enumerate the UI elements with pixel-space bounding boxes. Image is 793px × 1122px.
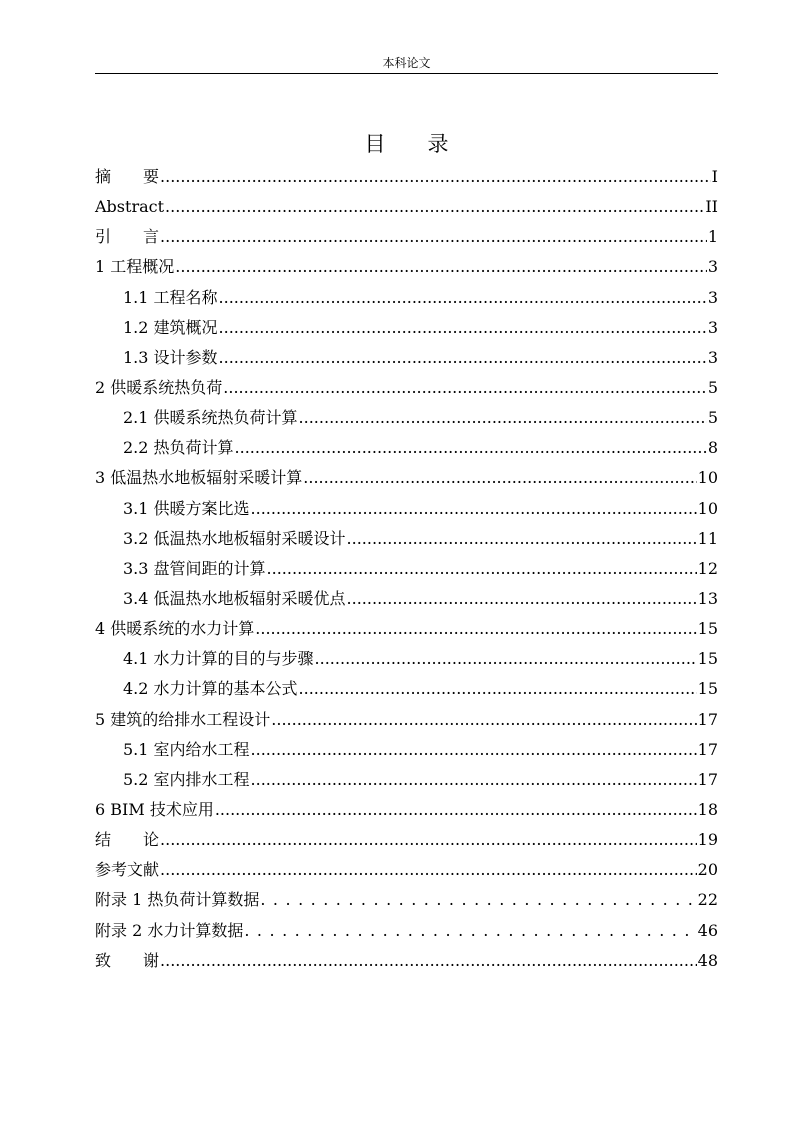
- toc-entry-page-number: 10: [697, 468, 718, 488]
- toc-dot-leader: [160, 855, 697, 885]
- toc-entry-label: 致 谢: [95, 950, 160, 970]
- toc-dot-leader: [251, 735, 697, 765]
- toc-entry-label: 摘 要: [95, 167, 160, 186]
- toc-dot-leader: [255, 614, 696, 644]
- toc-dot-leader: [260, 885, 696, 915]
- toc-dot-leader: [160, 825, 697, 855]
- toc-entry-label: 1.1 工程名称: [123, 287, 218, 307]
- toc-entry-page-number: 46: [697, 920, 718, 940]
- toc-dot-leader: [251, 494, 697, 524]
- toc-entry-page-number: 13: [697, 588, 718, 608]
- toc-entry-label: 3.4 低温热水地板辐射采暖优点: [123, 588, 346, 608]
- toc-entry-page-number: 18: [697, 799, 718, 819]
- toc-dot-leader: [219, 283, 707, 313]
- toc-entry-page-number: 5: [707, 408, 718, 428]
- toc-entry-label: 1 工程概况: [95, 257, 175, 277]
- toc-entry[interactable]: [95, 162, 718, 192]
- toc-dot-leader: [160, 162, 711, 192]
- toc-entry[interactable]: [95, 222, 718, 252]
- toc-entry-page-number: 48: [697, 950, 718, 970]
- toc-entry-label: 5.1 室内给水工程: [123, 739, 250, 759]
- table-of-contents: [95, 162, 718, 976]
- toc-entry-label: 参考文献: [95, 860, 160, 880]
- toc-dot-leader: [235, 433, 707, 463]
- toc-entry[interactable]: [95, 614, 718, 644]
- toc-entry-label: 3.1 供暖方案比选: [123, 498, 250, 518]
- toc-entry-page-number: 3: [707, 347, 718, 367]
- toc-dot-leader: [165, 192, 704, 222]
- toc-dot-leader: [299, 403, 707, 433]
- toc-entry-label: 3 低温热水地板辐射采暖计算: [95, 468, 303, 488]
- toc-entry-label: 4 供暖系统的水力计算: [95, 619, 255, 639]
- toc-entry[interactable]: [95, 313, 718, 343]
- toc-entry-page-number: 15: [697, 649, 718, 669]
- toc-entry-page-number: 15: [697, 619, 718, 639]
- toc-entry[interactable]: [95, 885, 718, 915]
- toc-dot-leader: [267, 554, 697, 584]
- toc-entry-page-number: 20: [697, 860, 718, 880]
- toc-entry-label: 附录 1 热负荷计算数据: [95, 890, 260, 910]
- toc-entry-page-number: 19: [697, 830, 718, 850]
- toc-entry-page-number: 15: [697, 679, 718, 699]
- toc-entry[interactable]: [95, 252, 718, 282]
- toc-entry-label: 4.1 水力计算的目的与步骤: [123, 649, 314, 669]
- toc-entry-page-number: 17: [697, 709, 718, 729]
- toc-entry-label: 2 供暖系统热负荷: [95, 377, 223, 397]
- toc-entry-label: 3.3 盘管间距的计算: [123, 558, 266, 578]
- toc-entry-page-number: 1: [707, 227, 718, 247]
- toc-entry-label: 引 言: [95, 227, 160, 247]
- toc-entry-page-number: 3: [707, 287, 718, 307]
- toc-entry-page-number: 3: [707, 317, 718, 337]
- toc-entry-page-number: 17: [697, 739, 718, 759]
- toc-dot-leader: [175, 252, 707, 282]
- toc-dot-leader: [219, 343, 707, 373]
- toc-entry[interactable]: [95, 524, 718, 554]
- toc-entry-page-number: 3: [707, 257, 718, 277]
- toc-entry[interactable]: [95, 494, 718, 524]
- toc-entry-label: 5.2 室内排水工程: [123, 769, 250, 789]
- toc-entry-label: 2.2 热负荷计算: [123, 438, 234, 458]
- toc-dot-leader: [160, 222, 707, 252]
- running-header: 本科论文: [382, 56, 431, 70]
- toc-entry-page-number: I: [711, 167, 718, 186]
- toc-dot-leader: [215, 795, 697, 825]
- toc-entry[interactable]: [95, 192, 718, 222]
- toc-dot-leader: [271, 705, 696, 735]
- toc-entry[interactable]: [95, 463, 718, 493]
- toc-entry[interactable]: [95, 644, 718, 674]
- toc-entry[interactable]: [95, 433, 718, 463]
- toc-entry[interactable]: [95, 584, 718, 614]
- toc-entry[interactable]: [95, 946, 718, 976]
- toc-entry-label: 附录 2 水力计算数据: [95, 920, 244, 940]
- toc-entry[interactable]: [95, 735, 718, 765]
- toc-dot-leader: [219, 313, 707, 343]
- toc-dot-leader: [160, 946, 697, 976]
- toc-entry-page-number: 11: [697, 528, 718, 548]
- toc-dot-leader: [299, 674, 697, 704]
- toc-entry-page-number: 8: [707, 438, 718, 458]
- toc-entry[interactable]: [95, 283, 718, 313]
- toc-entry[interactable]: [95, 825, 718, 855]
- toc-entry[interactable]: [95, 373, 718, 403]
- toc-dot-leader: [347, 584, 697, 614]
- toc-entry[interactable]: [95, 343, 718, 373]
- toc-entry-label: 1.3 设计参数: [123, 347, 218, 367]
- toc-entry[interactable]: [95, 795, 718, 825]
- toc-entry[interactable]: [95, 855, 718, 885]
- toc-entry-label: 4.2 水力计算的基本公式: [123, 679, 298, 699]
- toc-entry-page-number: 10: [697, 498, 718, 518]
- toc-entry[interactable]: [95, 674, 718, 704]
- toc-dot-leader: [244, 916, 696, 946]
- toc-entry[interactable]: [95, 403, 718, 433]
- toc-entry[interactable]: [95, 765, 718, 795]
- toc-entry-label: 3.2 低温热水地板辐射采暖设计: [123, 528, 346, 548]
- toc-dot-leader: [223, 373, 707, 403]
- toc-dot-leader: [303, 463, 696, 493]
- toc-entry-page-number: 5: [707, 377, 718, 397]
- toc-entry-page-number: II: [705, 197, 718, 217]
- toc-entry-label: 5 建筑的给排水工程设计: [95, 709, 271, 729]
- header-rule: [95, 73, 718, 74]
- toc-entry[interactable]: [95, 705, 718, 735]
- toc-entry[interactable]: [95, 554, 718, 584]
- toc-title: 目 录: [364, 132, 449, 156]
- toc-entry[interactable]: [95, 916, 718, 946]
- toc-entry-label: 6 BIM 技术应用: [95, 799, 214, 819]
- toc-dot-leader: [347, 524, 697, 554]
- toc-entry-page-number: 12: [697, 558, 718, 578]
- toc-entry-label: 结 论: [95, 830, 160, 850]
- toc-dot-leader: [315, 644, 697, 674]
- toc-entry-page-number: 17: [697, 769, 718, 789]
- toc-entry-label: 1.2 建筑概况: [123, 317, 218, 337]
- toc-entry-label: Abstract: [95, 197, 165, 217]
- toc-entry-label: 2.1 供暖系统热负荷计算: [123, 408, 298, 428]
- toc-dot-leader: [251, 765, 697, 795]
- toc-entry-page-number: 22: [697, 890, 718, 910]
